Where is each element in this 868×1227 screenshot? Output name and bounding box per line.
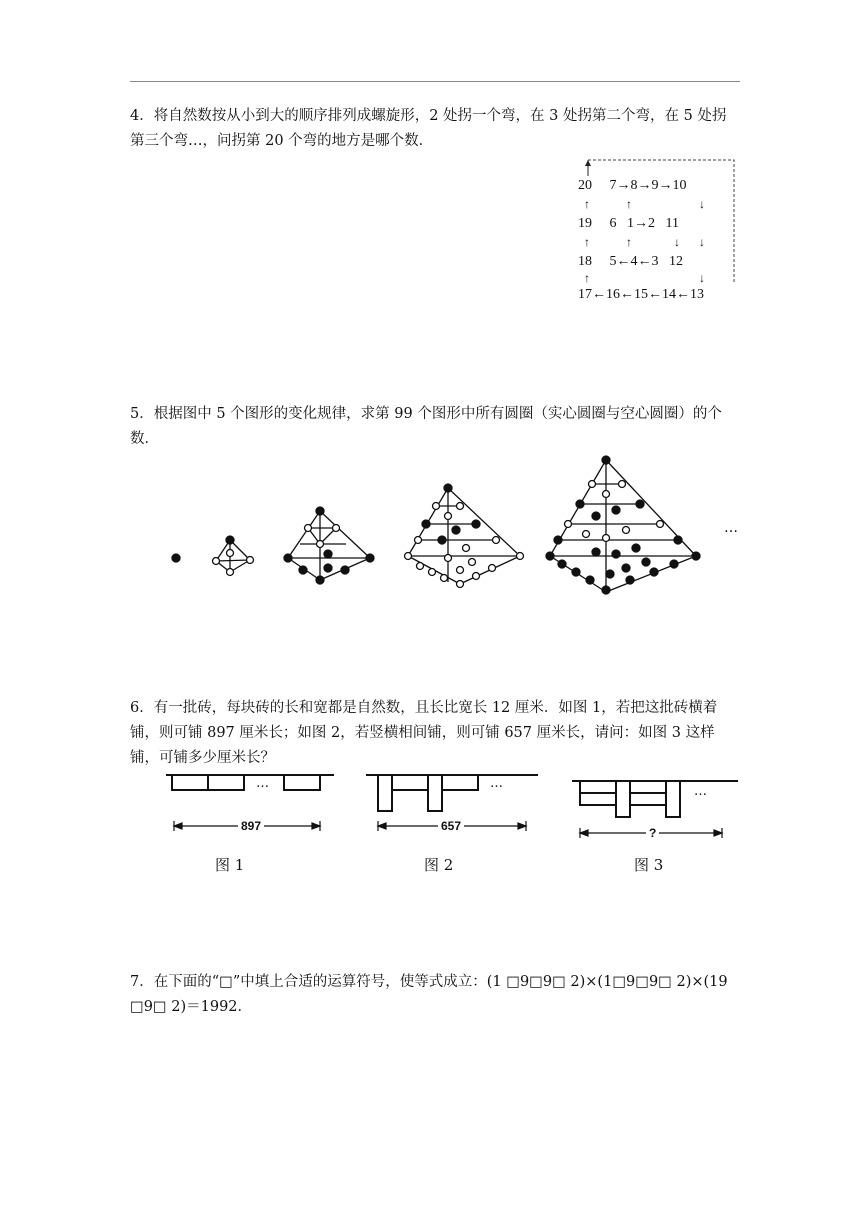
dots-2: …	[490, 776, 503, 791]
caption-figure-2: 图 2	[424, 856, 454, 874]
up-arrow-icon: ↑	[584, 271, 590, 285]
pyramid-figure-4	[405, 484, 524, 588]
question-6-text: 6．有一批砖，每块砖的长和宽都是自然数，且长比宽长 12 厘米．如图 1，若把这批砖横着铺，则可铺 897 厘米长；如图 2，若竖横相间铺，则可铺 657 厘米长，请问：如图 3 这样铺，可铺多少厘米长？	[130, 700, 718, 766]
spiral-figure	[560, 158, 740, 308]
length-label-1: 897	[238, 819, 264, 833]
pyramid-figure-3	[284, 507, 374, 584]
solid-circle	[172, 554, 180, 562]
spiral-row-3: 18 5←4←3 12	[578, 254, 683, 269]
header-rule	[130, 81, 740, 82]
down-arrow-icon: ↓	[674, 235, 680, 249]
length-label-2: 657	[438, 819, 464, 833]
question-7-text: 7．在下面的“□”中填上合适的运算符号，使等式成立：(1 □9□9□ 2)×(1□9□9□ 2)×(19 □9□ 2)＝1992．	[130, 974, 728, 1015]
up-arrow-icon: ↑	[584, 197, 590, 211]
up-arrow-icon: ↑	[584, 235, 590, 249]
down-arrow-icon: ↓	[699, 235, 705, 249]
spiral-row-4: 17←16←15←14←13	[578, 287, 704, 302]
dots-3: …	[694, 784, 707, 799]
caption-figure-1: 图 1	[215, 856, 245, 874]
spiral-row-2: 19 6 1→2 11	[578, 216, 679, 231]
dots-1: …	[256, 776, 269, 791]
sequence-ellipsis: …	[724, 520, 738, 536]
up-arrow-icon: ↑	[626, 235, 632, 249]
pyramid-figure-5	[546, 456, 700, 594]
question-4-text: 4．将自然数按从小到大的顺序排列成螺旋形，2 处拐一个弯，在 3 处拐第二个弯，在 5 处拐第三个弯…，问拐第 20 个弯的地方是哪个数．	[130, 108, 727, 149]
caption-figure-3: 图 3	[634, 856, 664, 874]
down-arrow-icon: ↓	[699, 271, 705, 285]
length-label-3: ?	[646, 826, 659, 840]
spiral-row-1: 20 7→8→9→10	[578, 178, 687, 193]
pyramid-sequence-figure	[160, 450, 760, 600]
pyramid-figure-2	[213, 536, 254, 576]
up-arrow-icon: ↑	[626, 197, 632, 211]
down-arrow-icon: ↓	[699, 197, 705, 211]
question-5-text: 5．根据图中 5 个图形的变化规律，求第 99 个图形中所有圆圈（实心圆圈与空心圆圈）的个数．	[130, 406, 722, 447]
